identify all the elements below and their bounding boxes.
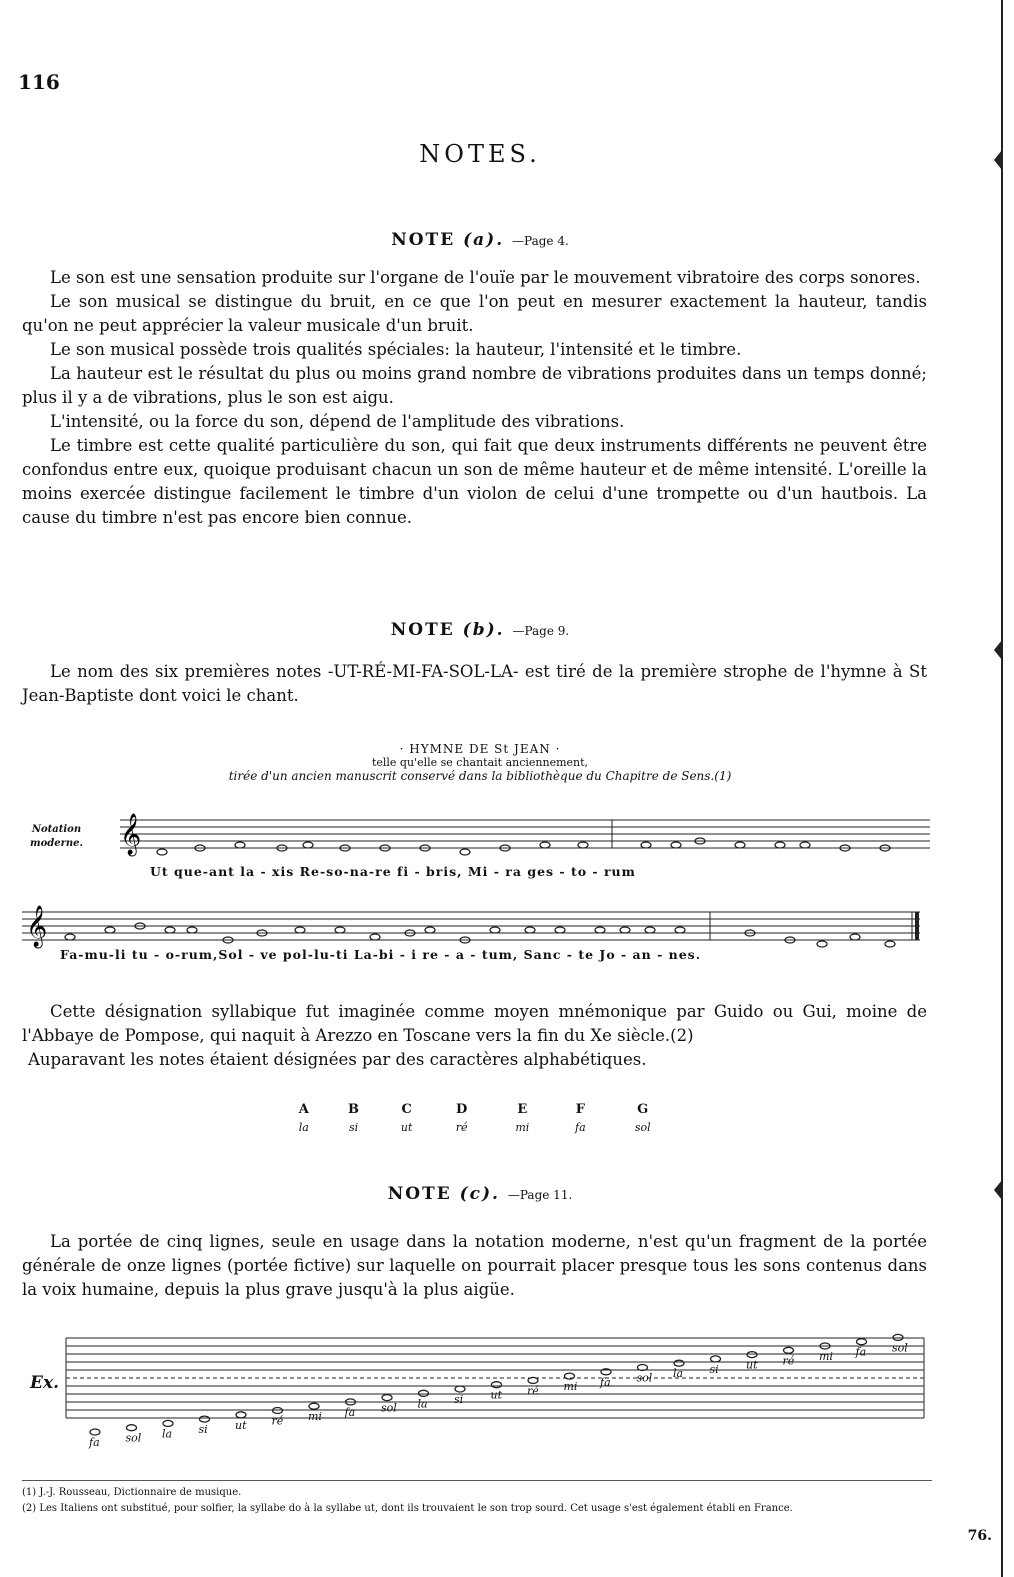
note-c-paragraph: La portée de cinq lignes, seule en usage dans la notation moderne, n'est qu'un fragment de la portée générale de onze lignes (portée fictive) sur laquelle on pourrait placer presque tous les sons contenus dans la voix humaine, depuis la plus grave jusqu'à la plus aigüe. (22, 1232, 927, 1299)
note-a-letter: (a). (463, 230, 505, 250)
scale-note (674, 1360, 684, 1366)
scale-syllable: sol (636, 1371, 653, 1385)
page-number: 116 (18, 70, 60, 94)
letter-cell: F (575, 1102, 585, 1117)
syllable-cell: la (298, 1121, 309, 1134)
scale-syllable: la (162, 1427, 173, 1441)
scale-note (492, 1382, 502, 1388)
note-c-text (22, 1230, 927, 1302)
treble-clef-icon: 𝄞 (120, 814, 142, 855)
scale-note (857, 1339, 867, 1345)
hymn-caption (0, 742, 960, 783)
scale-syllable: fa (600, 1375, 611, 1389)
hymn-lyrics-line-1: Ut que-ant la - xis Re-so-na-re fi - bris, Mi - ra ges - to - rum (150, 864, 636, 879)
alphabet-table (280, 1100, 680, 1136)
letter-cell: G (637, 1102, 649, 1117)
scale-note (127, 1425, 137, 1431)
side-mark: 76. (967, 1528, 992, 1544)
note-b-label: NOTE (390, 620, 455, 640)
note-a-paragraph: Le timbre est cette qualité particulière du son, qui fait que deux instruments différents ne peuvent être confondus entre eux, quoique produisant chacun un son de même hauteur et de même intensité. L'oreille la moins exercée distingue facilement le timbre d'un violon de celui d'une trompette ou d'un hautbois. La cause du timbre n'est pas encore bien connue. (22, 436, 927, 527)
scale-note (528, 1377, 538, 1383)
note-b-after-text: Auparavant les notes étaient désignées par des caractères alphabétiques. (28, 1050, 647, 1069)
scale-note (747, 1352, 757, 1358)
note-c-page: —Page 11. (507, 1188, 573, 1202)
hymn-source: tirée d'un ancien manuscrit conservé dans la bibliothèque du Chapitre de Sens.(1) (228, 769, 732, 783)
scale-note (382, 1395, 392, 1401)
scale-note (163, 1420, 173, 1426)
scale-note (90, 1429, 100, 1435)
scale-note (893, 1334, 903, 1340)
note-b-intro-text: Le nom des six premières notes -UT-RÉ-MI-FA-SOL-LA- est tiré de la première strophe de l'hymne à St Jean-Baptiste dont voici le chant. (22, 662, 927, 705)
syllable-cell: mi (515, 1121, 530, 1134)
syllable-cell: ré (455, 1121, 468, 1134)
scale-syllable: ut (490, 1388, 503, 1402)
page-title: NOTES. (419, 140, 541, 168)
note-c-heading (0, 1184, 960, 1204)
scale-note (455, 1386, 465, 1392)
note-a-text (22, 266, 927, 530)
scale-syllable: fa (855, 1345, 867, 1359)
treble-clef-icon: 𝄞 (26, 906, 48, 947)
note-a-page: —Page 4. (512, 234, 569, 248)
letter-cell: A (298, 1102, 309, 1117)
scale-syllable: mi (563, 1380, 578, 1394)
note-a-heading (0, 230, 960, 250)
note-a-paragraph: Le son musical possède trois qualités spéciales: la hauteur, l'intensité et le timbre. (50, 340, 742, 359)
note-a-paragraph: Le son musical se distingue du bruit, en ce que l'on peut en mesurer exactement la hauteur, tandis qu'on ne peut apprécier la valeur musicale d'un bruit. (22, 292, 927, 335)
hymn-lyrics-line-2: Fa-mu-li tu - o-rum,Sol - ve pol-lu-ti La-bi - i re - a - tum, Sanc - te Jo - an - nes. (60, 947, 702, 962)
note-b-letter: (b). (462, 620, 505, 640)
scale-syllable: la (417, 1397, 428, 1411)
scale-syllable: mi (819, 1350, 833, 1363)
scale-syllable: fa (89, 1436, 100, 1449)
note-a-paragraph: La hauteur est le résultat du plus ou moins grand nombre de vibrations produites dans un temps donné; plus il y a de vibrations, plus le son est aigu. (22, 364, 927, 407)
scan-edge (992, 0, 1012, 1577)
scale-syllable: ré (271, 1414, 284, 1428)
note-b-heading (0, 620, 960, 640)
hymn-title: · HYMNE DE St JEAN · (399, 742, 561, 756)
scale-syllable: la (673, 1367, 684, 1381)
hymn-subtitle: telle qu'elle se chantait anciennement, (371, 756, 589, 769)
scale-syllable: ut (746, 1358, 758, 1372)
footnote-2: (2) Les Italiens ont substitué, pour solfier, la syllabe do à la syllabe ut, dont ils trouvaient le son trop sourd. Cet usage s'est également établi en France. (22, 1503, 793, 1514)
note-b-after (22, 1000, 927, 1072)
letter-cell: D (455, 1102, 468, 1117)
scale-syllable: si (709, 1362, 719, 1376)
scale-syllable: ré (527, 1384, 539, 1398)
footnote-rule (22, 1480, 932, 1481)
staff-label-line: moderne. (30, 838, 83, 849)
note-a-label: NOTE (391, 230, 456, 250)
note-b-intro (22, 660, 927, 708)
syllable-cell: ut (400, 1121, 413, 1134)
note-c-letter: (c). (459, 1184, 500, 1204)
scale-note (236, 1412, 246, 1418)
note-a-paragraph: Le son est une sensation produite sur l'organe de l'ouïe par le mouvement vibratoire des corps sonores. (50, 268, 921, 287)
scale-syllable: sol (381, 1401, 397, 1415)
letter-cell: B (348, 1102, 360, 1117)
letter-cell: E (517, 1102, 528, 1117)
footnote-1: (1) J.-J. Rousseau, Dictionnaire de musique. (22, 1487, 242, 1498)
scale-syllable: ré (782, 1354, 795, 1368)
scale-note (711, 1356, 721, 1362)
syllable-cell: si (348, 1121, 359, 1134)
scale-syllable: sol (125, 1431, 142, 1445)
scale-note (565, 1373, 575, 1379)
scale-syllable: mi (308, 1410, 322, 1424)
example-label: Ex. (30, 1373, 60, 1393)
note-c-label: NOTE (387, 1184, 452, 1204)
scale-syllable: ut (235, 1418, 247, 1432)
note-a-paragraph: L'intensité, ou la force du son, dépend de l'amplitude des vibrations. (50, 412, 625, 431)
scale-note (784, 1347, 794, 1353)
note-b-page: —Page 9. (512, 624, 570, 638)
scale-note (309, 1403, 319, 1409)
scale-syllable: fa (344, 1405, 356, 1419)
syllable-cell: sol (634, 1121, 651, 1134)
scale-note (200, 1416, 210, 1422)
scale-syllable: sol (892, 1341, 908, 1355)
syllable-cell: fa (575, 1121, 586, 1134)
scale-syllable: si (198, 1423, 208, 1437)
scale-syllable: si (454, 1393, 464, 1406)
staff-label-line: Notation (31, 824, 82, 835)
note-b-after-text: Cette désignation syllabique fut imaginée comme moyen mnémonique par Guido ou Gui, moine de l'Abbaye de Pompose, qui naquit à Arezzo en Toscane vers la fin du Xe siècle.(2) (22, 1002, 927, 1045)
general-staff (0, 1330, 960, 1470)
scale-note (419, 1390, 429, 1396)
letter-cell: C (401, 1102, 412, 1117)
